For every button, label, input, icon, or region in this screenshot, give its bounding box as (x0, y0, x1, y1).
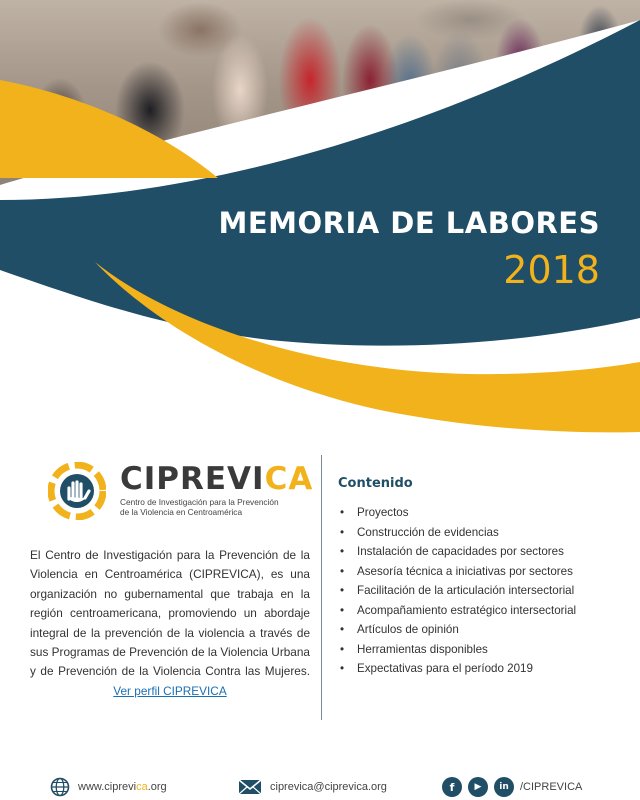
website-accent: ca (136, 781, 148, 793)
social-handle: /CIPREVICA (520, 781, 583, 793)
gold-corner-shape (0, 80, 218, 178)
contents-title: Contenido (338, 476, 413, 491)
envelope-icon (238, 777, 262, 797)
column-divider (321, 455, 322, 720)
contents-item: • Acompañamiento estratégico intersectorial (338, 601, 618, 621)
contents-item: • Asesoría técnica a iniciativas por sectores (338, 562, 618, 582)
contents-item: • Construcción de evidencias (338, 523, 618, 543)
report-year: 2018 (503, 248, 600, 292)
contents-item: • Herramientas disponibles (338, 640, 618, 660)
report-title: MEMORIA DE LABORES (218, 206, 600, 240)
title-block (218, 206, 600, 292)
logo-text (120, 461, 314, 517)
logo-wordmark-main: CIPREVI (120, 461, 265, 498)
contents-column (338, 476, 618, 679)
social-links (442, 777, 582, 797)
contents-item: • Proyectos (338, 503, 618, 523)
about-column (30, 460, 314, 701)
email-address: ciprevica@ciprevica.org (270, 781, 387, 793)
hand-globe-icon (48, 462, 106, 520)
contents-item: • Expectativas para el período 2019 (338, 659, 618, 679)
linkedin-icon[interactable]: in (494, 777, 514, 797)
contents-item: • Instalación de capacidades por sectores (338, 542, 618, 562)
facebook-icon[interactable]: f (442, 777, 462, 797)
logo-wordmark-accent: CA (264, 461, 314, 498)
logo-wordmark (120, 461, 314, 498)
footer (0, 774, 640, 800)
globe-icon (50, 777, 70, 797)
email-link[interactable] (238, 777, 387, 797)
website-link[interactable] (50, 777, 167, 797)
logo-subtitle-line1: Centro de Investigación para la Prevención (120, 497, 279, 508)
profile-link[interactable]: Ver perfil CIPREVICA (113, 683, 227, 698)
website-prefix: www.ciprevi (78, 781, 137, 793)
contents-item: • Facilitación de la articulación intersectorial (338, 581, 618, 601)
contents-list (338, 503, 618, 679)
logo-subtitle-line2: de la Violencia en Centroamérica (120, 507, 243, 517)
logo-subtitle (120, 498, 313, 517)
youtube-icon[interactable]: ▶ (468, 777, 488, 797)
contents-item: • Artículos de opinión (338, 620, 618, 640)
about-text: El Centro de Investigación para la Prevención de la Violencia en Centroamérica (CIPREVICA), es una organización no gubernamental que trabaja en la región centroamericana, promoviendo un abordaje integral de la prevención de la violencia a través de sus Programas de Prevención de la Violencia Urbana y de Prevención de la Violencia Contra las Mujeres. (30, 548, 310, 679)
ciprevica-logo (48, 460, 314, 522)
website-suffix: .org (147, 781, 167, 793)
about-paragraph (30, 546, 310, 701)
